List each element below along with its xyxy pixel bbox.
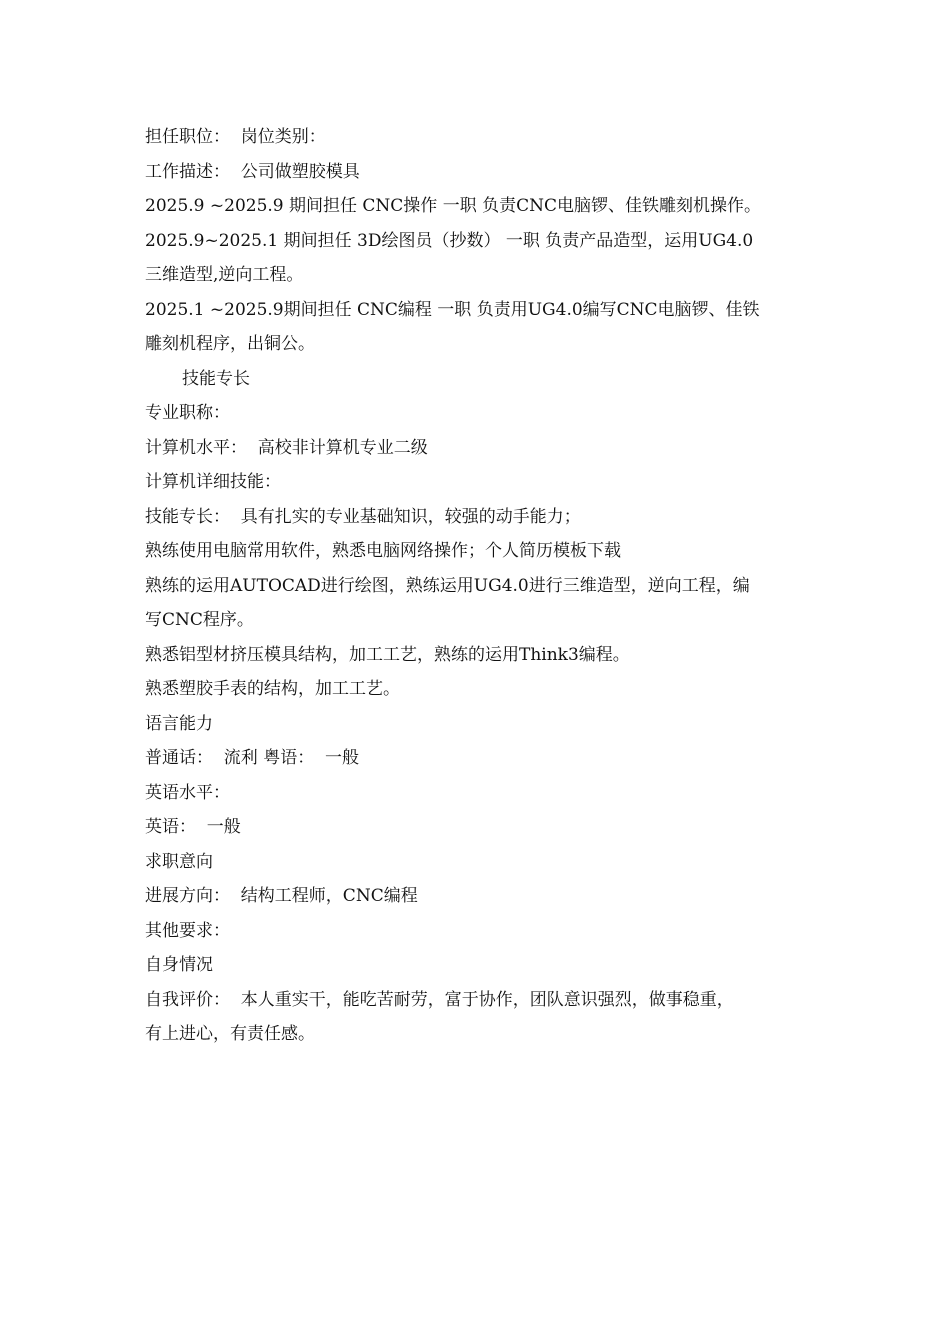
career-direction-line: 进展方向： 结构工程师，CNC编程: [145, 886, 418, 906]
professional-title-line: 专业职称：: [145, 403, 230, 423]
experience-line-1: 2025.9 ~2025.9 期间担任 CNC操作 一职 负责CNC电脑锣、佳铁雕刻机操作。: [145, 196, 762, 216]
english-line: 英语： 一般: [145, 817, 241, 837]
experience-line-2-cont: 三维造型,逆向工程。: [145, 265, 304, 285]
other-requirements-line: 其他要求：: [145, 920, 230, 941]
resume-body: [145, 120, 810, 1052]
skill-line-autocad-cont: 写CNC程序。: [145, 610, 254, 630]
section-heading-skills: 技能专长: [182, 368, 250, 389]
experience-line-2: 2025.9~2025.1 期间担任 3D绘图员（抄数） 一职 负责产品造型，运用UG4.0: [145, 230, 754, 251]
self-evaluation-line-cont: 有上进心，有责任感。: [145, 1024, 315, 1044]
section-heading-language: 语言能力: [145, 713, 213, 734]
skill-line-autocad: 熟练的运用AUTOCAD进行绘图，熟练运用UG4.0进行三维造型，逆向工程，编: [145, 575, 750, 596]
skill-specialty-line: 技能专长： 具有扎实的专业基础知识，较强的动手能力；: [145, 506, 581, 527]
position-line: 担任职位： 岗位类别：: [145, 127, 326, 147]
computer-skills-line: 计算机详细技能：: [145, 472, 281, 492]
self-evaluation-line: 自我评价： 本人重实干，能吃苦耐劳，富于协作，团队意识强烈，做事稳重，: [145, 989, 734, 1010]
skill-line-software: 熟练使用电脑常用软件，熟悉电脑网络操作；个人简历模板下载: [145, 541, 621, 561]
section-heading-self: 自身情况: [145, 955, 213, 975]
section-heading-job-intention: 求职意向: [145, 851, 213, 872]
experience-line-3-cont: 雕刻机程序，出铜公。: [145, 334, 315, 354]
experience-line-3: 2025.1 ~2025.9期间担任 CNC编程 一职 负责用UG4.0编写CNC电脑锣、佳铁: [145, 299, 760, 320]
skill-line-watch: 熟悉塑胶手表的结构，加工工艺。: [145, 679, 400, 699]
skill-line-extrusion: 熟悉铝型材挤压模具结构，加工工艺，熟练的运用Think3编程。: [145, 644, 630, 665]
job-description-line: 工作描述： 公司做塑胶模具: [145, 161, 360, 182]
english-level-line: 英语水平：: [145, 782, 230, 803]
mandarin-cantonese-line: 普通话： 流利 粤语： 一般: [145, 748, 360, 768]
computer-level-line: 计算机水平： 高校非计算机专业二级: [145, 437, 428, 458]
